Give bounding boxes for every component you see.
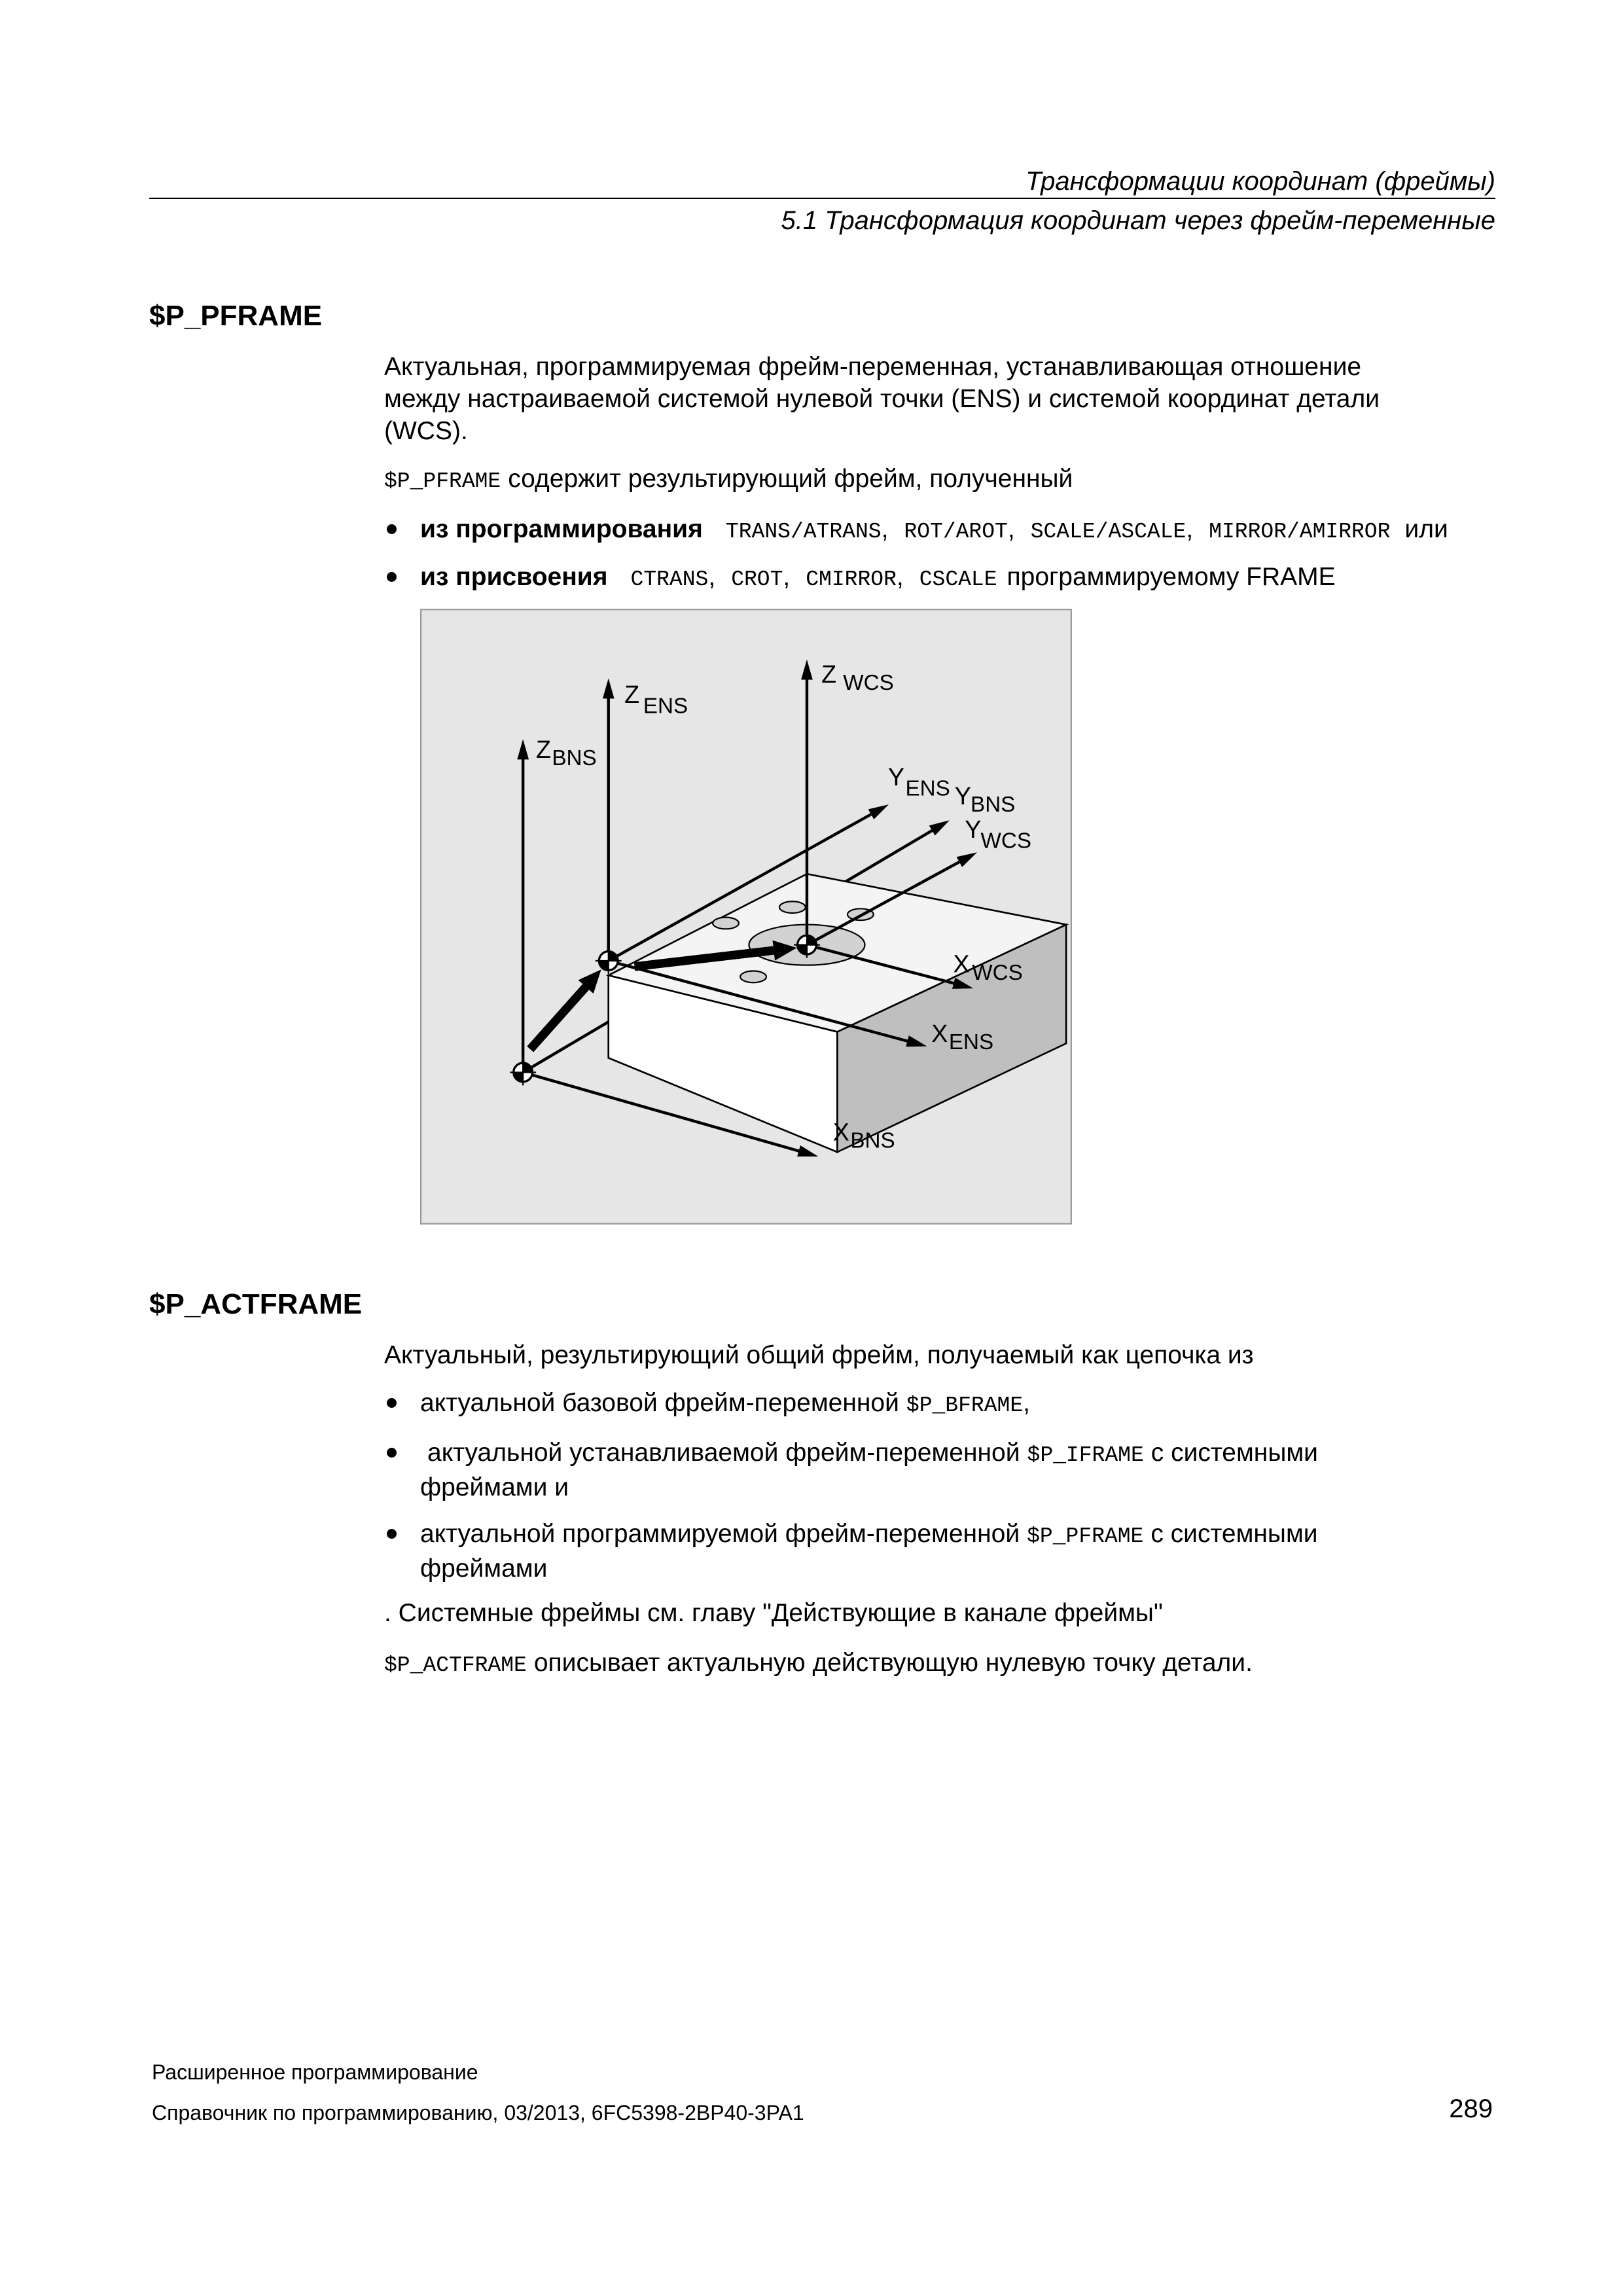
code-keyword: CROT xyxy=(731,567,783,592)
code-variable: $P_PFRAME xyxy=(384,469,501,493)
axis-system: ENS xyxy=(948,1030,994,1055)
bullet-tail: или xyxy=(1404,515,1448,543)
code-variable: $P_PFRAME xyxy=(1027,1524,1144,1549)
separator: , xyxy=(708,563,716,591)
axis-system: WCS xyxy=(972,960,1023,985)
code-keyword: TRANS/ATRANS xyxy=(725,520,882,544)
separator: , xyxy=(881,515,889,543)
bullet-from-programming xyxy=(420,513,1448,548)
bullet-text: актуальной базовой фрейм-переменной xyxy=(420,1389,899,1417)
bullet-dot xyxy=(387,1448,397,1458)
bullet-dot xyxy=(387,572,397,582)
workpiece-hole xyxy=(713,918,739,929)
axis-letter: X xyxy=(832,1118,849,1146)
bullet-line-continued: фреймами и xyxy=(420,1473,569,1501)
bullet-text: актуальной устанавливаемой фрейм-переменной xyxy=(427,1439,1020,1467)
axis-letter: X xyxy=(953,950,970,978)
axis-system: BNS xyxy=(552,746,597,771)
bullet-line xyxy=(420,1518,1318,1552)
code-variable: $P_IFRAME xyxy=(1027,1443,1144,1467)
bullet-settable-frame xyxy=(420,1437,1318,1503)
system-frames-note: . Системные фреймы см. главу "Действующие в канале фреймы" xyxy=(384,1599,1163,1627)
axis-system: ENS xyxy=(905,776,950,801)
code-keyword: CTRANS xyxy=(630,567,709,592)
running-header-section: 5.1 Трансформация координат через фрейм-переменные xyxy=(781,206,1495,235)
bullet-dot xyxy=(387,524,397,534)
separator: , xyxy=(1007,515,1015,543)
actframe-intro: Актуальный, результирующий общий фрейм, получаемый как цепочка из xyxy=(384,1341,1254,1369)
bullet-after: , xyxy=(1023,1389,1030,1417)
bullet-dot xyxy=(387,1398,397,1408)
section-heading-pframe: $P_PFRAME xyxy=(149,300,323,332)
section-heading-actframe: $P_ACTFRAME xyxy=(149,1288,363,1320)
axis-letter: Z xyxy=(821,660,837,689)
description-line: Актуальная, программируемая фрейм-переменная, устанавливающая отношение xyxy=(384,353,1362,381)
axis-system: ENS xyxy=(643,694,688,719)
bullet-label: из программирования xyxy=(420,515,703,543)
separator: , xyxy=(896,563,904,591)
page-number: 289 xyxy=(1449,2094,1493,2123)
workpiece-hole xyxy=(779,901,806,913)
bullet-after: с системными xyxy=(1150,1439,1318,1467)
axis-letter: Y xyxy=(887,763,905,791)
description-line: между настраиваемой системой нулевой точки (ENS) и системой координат детали xyxy=(384,385,1380,413)
code-variable: $P_BFRAME xyxy=(906,1393,1024,1418)
axis-letter: Z xyxy=(536,736,552,764)
axis-system: WCS xyxy=(843,671,894,696)
footer-reference: Справочник по программированию, 03/2013, 6FC5398-2BP40-3PA1 xyxy=(152,2101,804,2125)
axis-system: BNS xyxy=(971,793,1016,817)
code-keyword: CMIRROR xyxy=(806,567,897,592)
bullet-programmable-frame xyxy=(420,1518,1318,1585)
separator: , xyxy=(783,563,791,591)
frame-diagram xyxy=(420,609,1072,1225)
running-header-chapter: Трансформации координат (фреймы) xyxy=(1026,167,1495,196)
axis-letter: Y xyxy=(965,815,982,843)
footer-title: Расширенное программирование xyxy=(152,2060,478,2084)
code-keyword: ROT/AROT xyxy=(904,520,1008,544)
axis-letter: X xyxy=(931,1019,948,1047)
axis-system: WCS xyxy=(980,829,1031,853)
bullet-line-continued: фреймами xyxy=(420,1554,548,1583)
pframe-contains-line xyxy=(384,463,1073,497)
bullet-dot xyxy=(387,1529,397,1539)
code-keyword: SCALE/ASCALE xyxy=(1030,520,1186,544)
bullet-tail: программируемому FRAME xyxy=(1007,563,1336,591)
bullet-from-assignment xyxy=(420,561,1336,596)
code-keyword: CSCALE xyxy=(919,567,997,592)
pframe-description xyxy=(384,351,1380,447)
bullet-after: с системными xyxy=(1150,1520,1318,1548)
describes-text: описывает актуальную действующую нулевую точку детали. xyxy=(533,1649,1253,1677)
axis-letter: Z xyxy=(624,681,640,709)
code-variable: $P_ACTFRAME xyxy=(384,1653,527,1677)
axis-system: BNS xyxy=(850,1128,895,1153)
code-keyword: MIRROR/AMIRROR xyxy=(1209,520,1391,544)
axis-letter: Y xyxy=(954,781,971,810)
bullet-label: из присвоения xyxy=(420,563,608,591)
workpiece-hole xyxy=(740,971,766,983)
bullet-text: актуальной программируемой фрейм-переменной xyxy=(420,1520,1020,1548)
bullet-base-frame xyxy=(420,1387,1030,1422)
bullet-line xyxy=(420,1437,1318,1471)
separator: , xyxy=(1186,515,1194,543)
actframe-describes-line xyxy=(384,1647,1253,1681)
description-line: (WCS). xyxy=(384,417,468,445)
header-rule xyxy=(149,198,1495,199)
contains-text: содержит результирующий фрейм, полученный xyxy=(508,465,1073,493)
